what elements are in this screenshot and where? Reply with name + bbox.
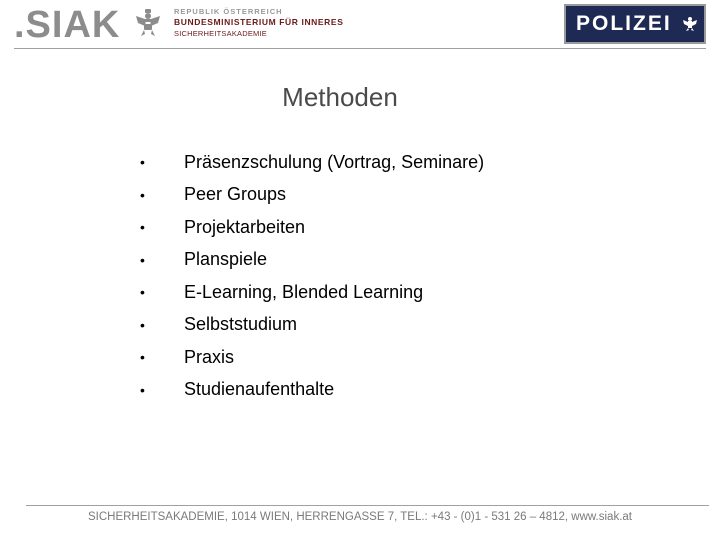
bullet-icon: • — [140, 186, 145, 203]
footer-divider — [26, 505, 709, 506]
list-item-text: E-Learning, Blended Learning — [184, 281, 424, 302]
siak-logo — [14, 4, 120, 46]
list-item-text: Peer Groups — [184, 184, 287, 205]
bullet-icon: • — [140, 219, 145, 236]
siak-logo-text: .SIAK — [14, 4, 121, 46]
ministry-line-republic: REPUBLIK ÖSTERREICH — [174, 7, 283, 16]
ministry-line-bmi: BUNDESMINISTERIUM FÜR INNERES — [174, 17, 344, 27]
list-item — [140, 309, 484, 342]
polizei-logo-text: POLIZEI — [576, 12, 672, 35]
list-item-text: Planspiele — [184, 249, 268, 270]
method-list — [140, 146, 484, 406]
bullet-icon: • — [140, 349, 145, 366]
polizei-logo — [564, 4, 706, 44]
ministry-line-academy: SICHERHEITSAKADEMIE — [174, 29, 267, 38]
list-item — [140, 341, 484, 374]
list-item — [140, 276, 484, 309]
list-item-text: Studienaufenthalte — [184, 379, 335, 400]
bullet-icon: • — [140, 316, 145, 333]
list-item — [140, 146, 484, 179]
list-item — [140, 179, 484, 212]
polizei-eagle-icon — [683, 16, 697, 32]
list-item-text: Projektarbeiten — [184, 216, 306, 237]
ministry-name — [174, 6, 343, 39]
bullet-icon: • — [140, 154, 145, 171]
list-item — [140, 374, 484, 407]
bullet-icon: • — [140, 284, 145, 301]
footer-contact: SICHERHEITSAKADEMIE, 1014 WIEN, HERRENGASSE 7, TEL.: +43 - (0)1 - 531 26 – 4812, www.siak.at — [87, 511, 632, 523]
list-item-text: Praxis — [184, 346, 235, 367]
austrian-eagle-icon — [135, 8, 161, 38]
list-item — [140, 211, 484, 244]
list-item-text: Präsenzschulung (Vortrag, Seminare) — [184, 151, 485, 172]
bullet-icon: • — [140, 251, 145, 268]
bullet-icon: • — [140, 381, 145, 398]
slide-title: Methoden — [282, 82, 398, 112]
list-item — [140, 244, 484, 277]
header-divider — [14, 48, 706, 49]
list-item-text: Selbststudium — [184, 314, 298, 335]
